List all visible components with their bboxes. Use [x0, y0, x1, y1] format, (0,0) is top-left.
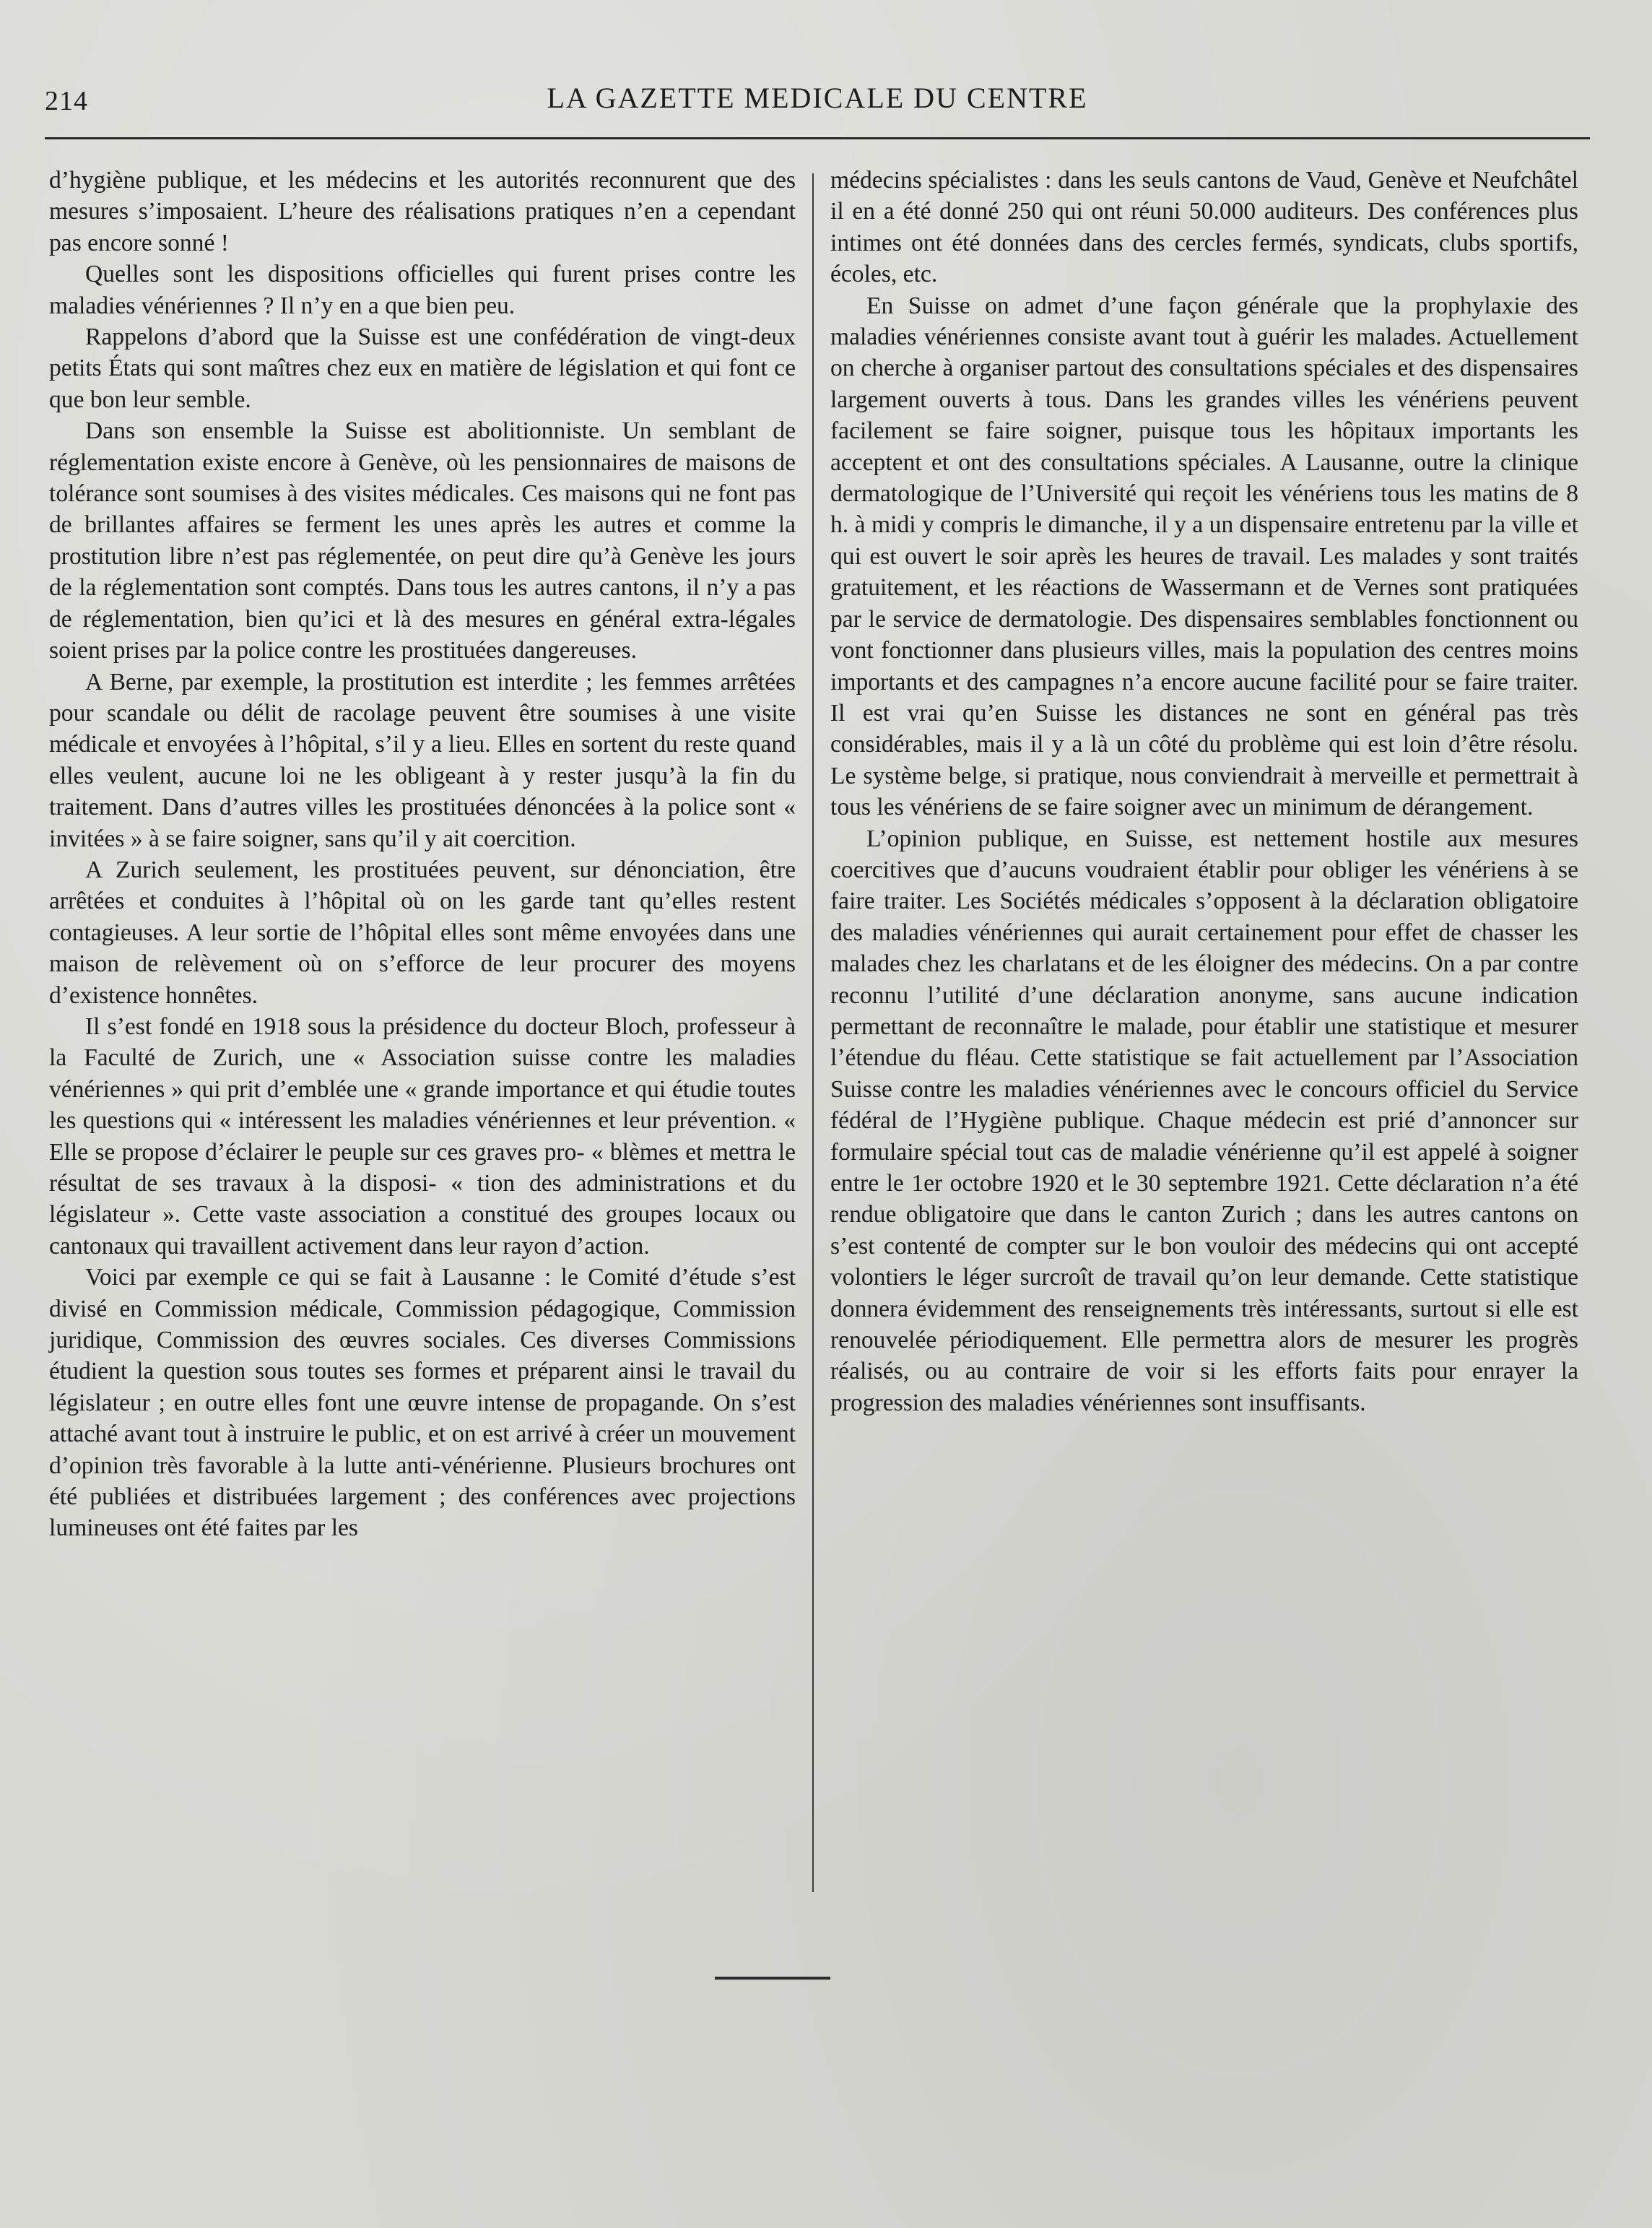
paragraph: médecins spécialistes : dans les seuls cantons de Vaud, Genève et Neufchâtel il en a été donné 250 qui ont réuni 50.000 auditeurs. Des conférences plus intimes ont été données dans des cercles fermés, syndicats, clubs sportifs, écoles, etc.	[830, 167, 1578, 288]
header-rule	[45, 137, 1590, 139]
left-column	[49, 165, 796, 1544]
end-of-article-rule	[715, 1977, 830, 1980]
paragraph: A Zurich seulement, les prostituées peuvent, sur dénonciation, être arrêtées et conduites à l’hôpital où on les garde tant qu’elles restent contagieuses. A leur sortie de l’hôpital elles sont même envoyées dans une maison de relèvement où on s’efforce de leur procurer des moyens d’existence honnêtes.	[49, 856, 796, 1009]
paragraph: L’opinion publique, en Suisse, est nettement hostile aux mesures coercitives que d’aucuns voudraient établir pour obliger les vénériens à se faire traiter. Les Sociétés médicales s’opposent à la déclaration obligatoire des maladies vénériennes qui aurait certainement pour effet de chasser les malades chez les charlatans et de les éloigner des médecins. On a par contre reconnu l’utilité d’une déclaration anonyme, sans aucune indication permettant de reconnaître le malade, pour établir une statistique et mesurer l’étendue du fléau. Cette statistique se fait actuellement par l’Association Suisse contre les maladies vénériennes avec le concours officiel du Service fédéral de l’Hygiène publique. Chaque médecin est prié d’annoncer sur formulaire spécial tout cas de maladie vénérienne qu’il est appelé à soigner entre le 1er octobre 1920 et le 30 septembre 1921. Cette déclaration n’a été rendue obligatoire que dans le canton Zurich ; dans les autres cantons on s’est contenté de compter sur le bon vouloir des médecins qui ont accepté volontiers le léger surcroît de travail qu’on leur demande. Cette statistique donnera évidemment des renseignements très intéressants, surtout si elle est renouvelée périodiquement. Elle permettra alors de mesurer les progrès réalisés, ou au contraire de voir si les efforts faits pour enrayer la progression des maladies vénériennes sont insuffisants.	[830, 825, 1578, 1416]
paragraph: d’hygiène publique, et les médecins et les autorités reconnurent que des mesures s’imposaient. L’heure des réalisations pratiques n’en a cependant pas encore sonné !	[49, 167, 796, 256]
paragraph: Dans son ensemble la Suisse est abolitionniste. Un semblant de réglementation existe encore à Genève, où les pensionnaires de maisons de tolérance sont soumises à des visites médicales. Ces maisons qui ne font pas de brillantes affaires se ferment les unes après les autres et comme la prostitution libre n’est pas réglementée, on peut dire qu’à Genève les jours de la réglementation sont comptés. Dans tous les autres cantons, il n’y a pas de réglementation, bien qu’ici et là des mesures en général extra-légales soient prises par la police contre les prostituées dangereuses.	[49, 417, 796, 664]
right-column	[830, 165, 1578, 1418]
paragraph: Voici par exemple ce qui se fait à Lausanne : le Comité d’étude s’est divisé en Commission médicale, Commission pédagogique, Commission juridique, Commission des œuvres sociales. Ces diverses Commissions étudient la question sous toutes ses formes et préparent ainsi le travail du législateur ; en outre elles font une œuvre intense de propagande. On s’est attaché avant tout à instruire le public, et on est arrivé à créer un mouvement d’opinion très favorable à la lutte anti-vénérienne. Plusieurs brochures ont été publiées et distribuées largement ; des conférences avec projections lumineuses ont été faites par les	[49, 1264, 796, 1542]
paragraph: Quelles sont les dispositions officielles qui furent prises contre les maladies vénériennes ? Il n’y en a que bien peu.	[49, 261, 796, 319]
paragraph: Il s’est fondé en 1918 sous la présidence du docteur Bloch, professeur à la Faculté de Zurich, une « Association suisse contre les maladies vénériennes » qui prit d’emblée une « grande importance et qui étudie toutes les questions qui « intéressent les maladies vénériennes et leur prévention. « Elle se propose d’éclairer le peuple sur ces graves pro- « blèmes et mettra le résultat de ses travaux à la disposi- « tion des administrations et du législateur ». Cette vaste association a constitué des groupes locaux ou cantonaux qui travaillent activement dans leur rayon d’action.	[49, 1013, 796, 1260]
page-header	[45, 81, 1590, 124]
paragraph: Rappelons d’abord que la Suisse est une confédération de vingt-deux petits États qui sont maîtres chez eux en matière de législation et qui font ce que bon leur semble.	[49, 324, 796, 413]
page-number: 214	[45, 86, 88, 116]
paragraph: En Suisse on admet d’une façon générale que la prophylaxie des maladies vénériennes consiste avant tout à guérir les malades. Actuellement on cherche à organiser partout des consultations spéciales et des dispensaires largement ouverts à tous. Dans les grandes villes les vénériens peuvent facilement se faire soigner, puisque tous les hôpitaux importants les acceptent et ont des consultations spéciales. A Lausanne, outre la clinique dermatologique de l’Université qui reçoit les vénériens tous les matins de 8 h. à midi y compris le dimanche, il y a un dispensaire entretenu par la ville et qui est ouvert le soir après les heures de travail. Les malades y sont traités gratuitement, et les réactions de Wassermann et de Vernes sont pratiquées par le service de dermatologie. Des dispensaires semblables fonctionnent ou vont fonctionner dans plusieurs villes, mais la population des centres moins importants et des campagnes n’a encore aucune facilité pour se faire traiter. Il est vrai qu’en Suisse les distances ne sont en général pas très considérables, mais il y a là un côté du problème qui est loin d’être résolu. Le système belge, si pratique, nous conviendrait à merveille et permettrait à tous les vénériens de se faire soigner avec un minimum de dérangement.	[830, 292, 1578, 821]
running-title: LA GAZETTE MEDICALE DU CENTRE	[547, 82, 1088, 114]
column-divider	[812, 173, 814, 1892]
paragraph: A Berne, par exemple, la prostitution est interdite ; les femmes arrêtées pour scandale ou délit de racolage peuvent être soumises à une visite médicale et envoyées à l’hôpital, s’il y a lieu. Elles en sortent du reste quand elles veulent, aucune loi ne les obligeant à y rester jusqu’à la fin du traitement. Dans d’autres villes les prostituées dénoncées à la police sont « invitées » à se faire soigner, sans qu’il y ait coercition.	[49, 668, 796, 852]
